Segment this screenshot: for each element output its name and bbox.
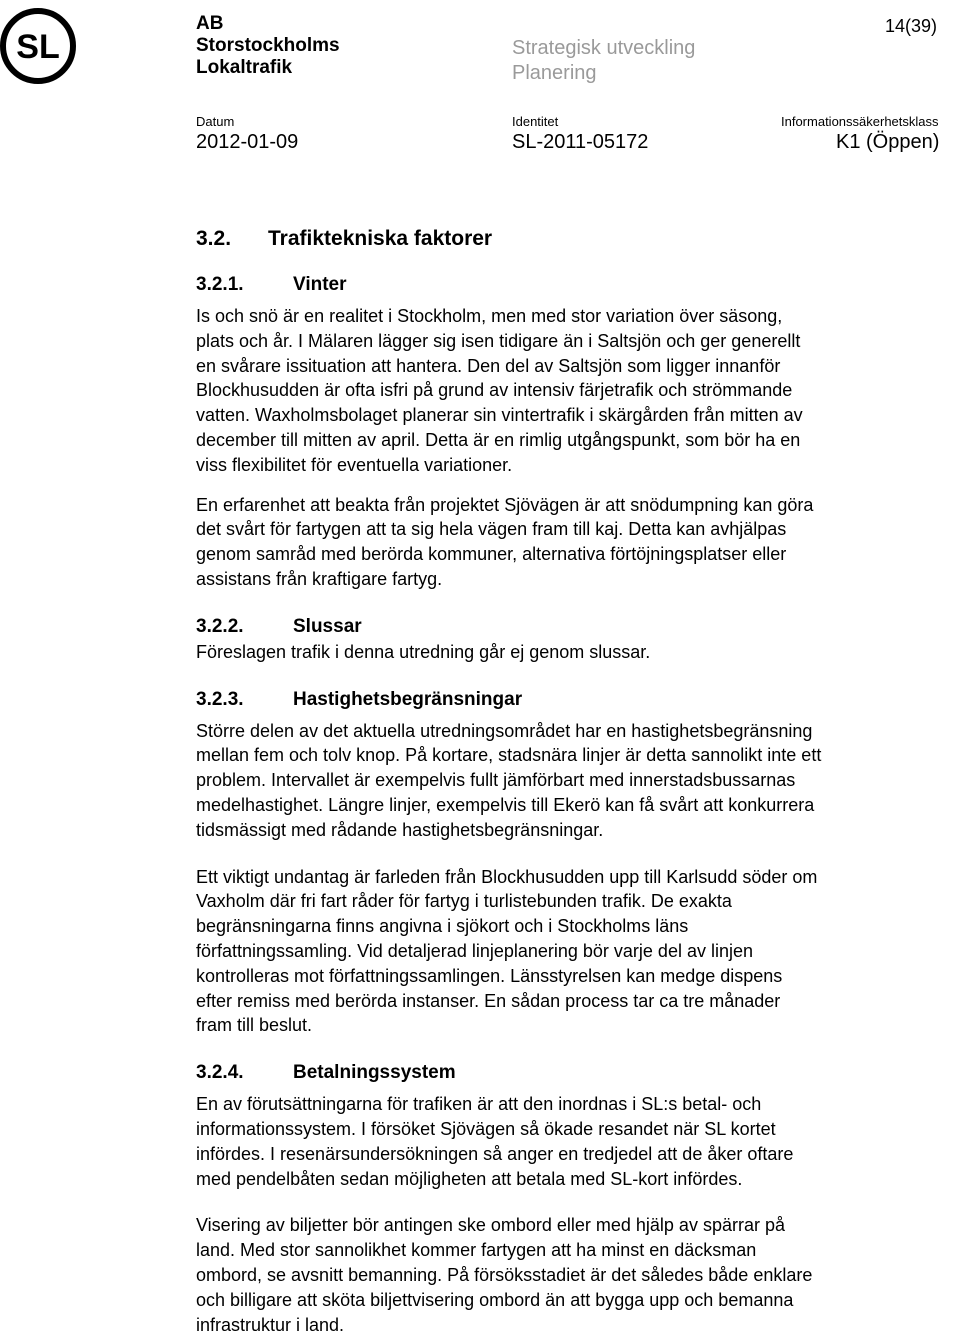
section-heading: [196, 224, 956, 254]
text-line: fram till beslut.: [196, 1013, 956, 1038]
text-line: problem. Intervallet är exempelvis fullt jämförbart med innerstadsbussarnas: [196, 768, 956, 793]
text-line: viss flexibilitet för eventuella variationer.: [196, 453, 956, 478]
text-line: Blockhusudden är ofta isfri på grund av intensiv färjetrafik och strömmande: [196, 378, 956, 403]
text-line: En erfarenhet att beakta från projektet Sjövägen är att snödumpning kan göra: [196, 493, 956, 518]
paragraph: [196, 865, 956, 1039]
text-line: infördes. I resenärsundersökningen så anger en tredjedel att de åker oftare: [196, 1142, 956, 1167]
date-value: 2012-01-09: [196, 131, 298, 154]
text-line: Ett viktigt undantag är farleden från Blockhusudden upp till Karlsudd söder om: [196, 865, 956, 890]
classification-label: Informationssäkerhetsklass: [781, 114, 939, 129]
text-line: mellan fem och tolv knop. På kortare, stadsnära linjer är detta sannolikt inte ett: [196, 743, 956, 768]
company-line: Storstockholms: [196, 35, 340, 57]
text-line: begränsningarna finns angivna i sjökort och i Stockholms läns: [196, 914, 956, 939]
page-number: 14(39): [885, 16, 937, 37]
paragraph: [196, 719, 956, 843]
text-line: plats och år. I Mälaren lägger sig isen tidigare än i Saltsjön och ger generellt: [196, 329, 956, 354]
text-line: det svårt för fartygen att ta sig hela vägen fram till kaj. Detta kan avhjälpas: [196, 517, 956, 542]
text-line: En av förutsättningarna för trafiken är att den inordnas i SL:s betal- och: [196, 1092, 956, 1117]
text-line: med pendelbåten sedan möjligheten att betala med SL-kort infördes.: [196, 1167, 956, 1192]
section-number: 3.2.: [196, 224, 268, 254]
text-line: land. Med stor sannolikhet kommer fartygen att ha minst en däcksman: [196, 1238, 956, 1263]
subsection: [196, 614, 956, 687]
company-name: [196, 13, 340, 79]
section-title: Trafiktekniska faktorer: [268, 227, 492, 250]
subsection-title: Slussar: [293, 614, 362, 640]
subsection-list: [196, 272, 956, 1337]
text-line: genom samråd med berörda kommuner, alternativa förtöjningsplatser eller: [196, 542, 956, 567]
text-line: författningssamling. Vid detaljerad linjeplanering bör varje del av linjen: [196, 939, 956, 964]
department-name: Strategisk utveckling: [512, 36, 695, 61]
text-line: tidsmässigt med rådande hastighetsbegränsningar.: [196, 818, 956, 843]
date-label: Datum: [196, 114, 234, 129]
text-line: Visering av biljetter bör antingen ske ombord eller med hjälp av spärrar på: [196, 1213, 956, 1238]
subsection: [196, 687, 956, 1061]
subsection-number: 3.2.1.: [196, 272, 293, 298]
subsection-number: 3.2.4.: [196, 1060, 293, 1086]
identity-value: SL-2011-05172: [512, 131, 648, 154]
text-line: assistans från kraftigare fartyg.: [196, 567, 956, 592]
paragraph: [196, 493, 956, 592]
text-line: efter remiss med berörda instanser. En sådan process tar ca tre månader: [196, 989, 956, 1014]
subsection-number: 3.2.3.: [196, 687, 293, 713]
paragraph: [196, 1092, 956, 1191]
text-line: vatten. Waxholmsbolaget planerar sin vintertrafik i skärgården från mitten av: [196, 403, 956, 428]
document-body: [196, 224, 956, 1337]
company-line: Lokaltrafik: [196, 57, 340, 79]
paragraph: [196, 304, 956, 478]
text-line: Is och snö är en realitet i Stockholm, men med stor variation över säsong,: [196, 304, 956, 329]
text-line: Större delen av det aktuella utredningsområdet har en hastighetsbegränsning: [196, 719, 956, 744]
text-line: infrastruktur i land.: [196, 1313, 956, 1337]
text-line: medelhastighet. Längre linjer, exempelvis till Ekerö kan få svårt att konkurrera: [196, 793, 956, 818]
department-block: [512, 36, 695, 86]
unit-name: Planering: [512, 61, 695, 86]
text-line: och billigare att sköta biljettvisering ombord än att bygga upp och bemanna: [196, 1288, 956, 1313]
subsection-heading: [196, 1060, 956, 1086]
subsection-title: Betalningssystem: [293, 1060, 456, 1086]
text-line: december till mitten av april. Detta är en rimlig utgångspunkt, som bör ha en: [196, 428, 956, 453]
identity-label: Identitet: [512, 114, 558, 129]
paragraph: [196, 1213, 956, 1337]
paragraph: [196, 640, 956, 665]
sl-logo: [0, 8, 78, 86]
subsection-heading: [196, 272, 956, 298]
classification-value: K1 (Öppen): [836, 131, 939, 154]
subsection-title: Vinter: [293, 272, 347, 298]
text-line: Vaxholm där fri fart råder för fartyg i turlistebunden trafik. De exakta: [196, 889, 956, 914]
text-line: Föreslagen trafik i denna utredning går ej genom slussar.: [196, 640, 956, 665]
subsection-heading: [196, 614, 956, 640]
text-line: kontrolleras mot författningssamlingen. Länsstyrelsen kan medge dispens: [196, 964, 956, 989]
subsection: [196, 1060, 956, 1337]
subsection: [196, 272, 956, 614]
subsection-heading: [196, 687, 956, 713]
subsection-title: Hastighetsbegränsningar: [293, 687, 522, 713]
text-line: ombord, se avsnitt bemanning. På försöksstadiet är det således både enklare: [196, 1263, 956, 1288]
sl-logo-text: SL: [16, 28, 59, 66]
company-line: AB: [196, 13, 340, 35]
subsection-number: 3.2.2.: [196, 614, 293, 640]
text-line: informationssystem. I försöket Sjövägen så ökade resandet när SL kortet: [196, 1117, 956, 1142]
text-line: en svårare issituation att hantera. Den del av Saltsjön som ligger innanför: [196, 354, 956, 379]
